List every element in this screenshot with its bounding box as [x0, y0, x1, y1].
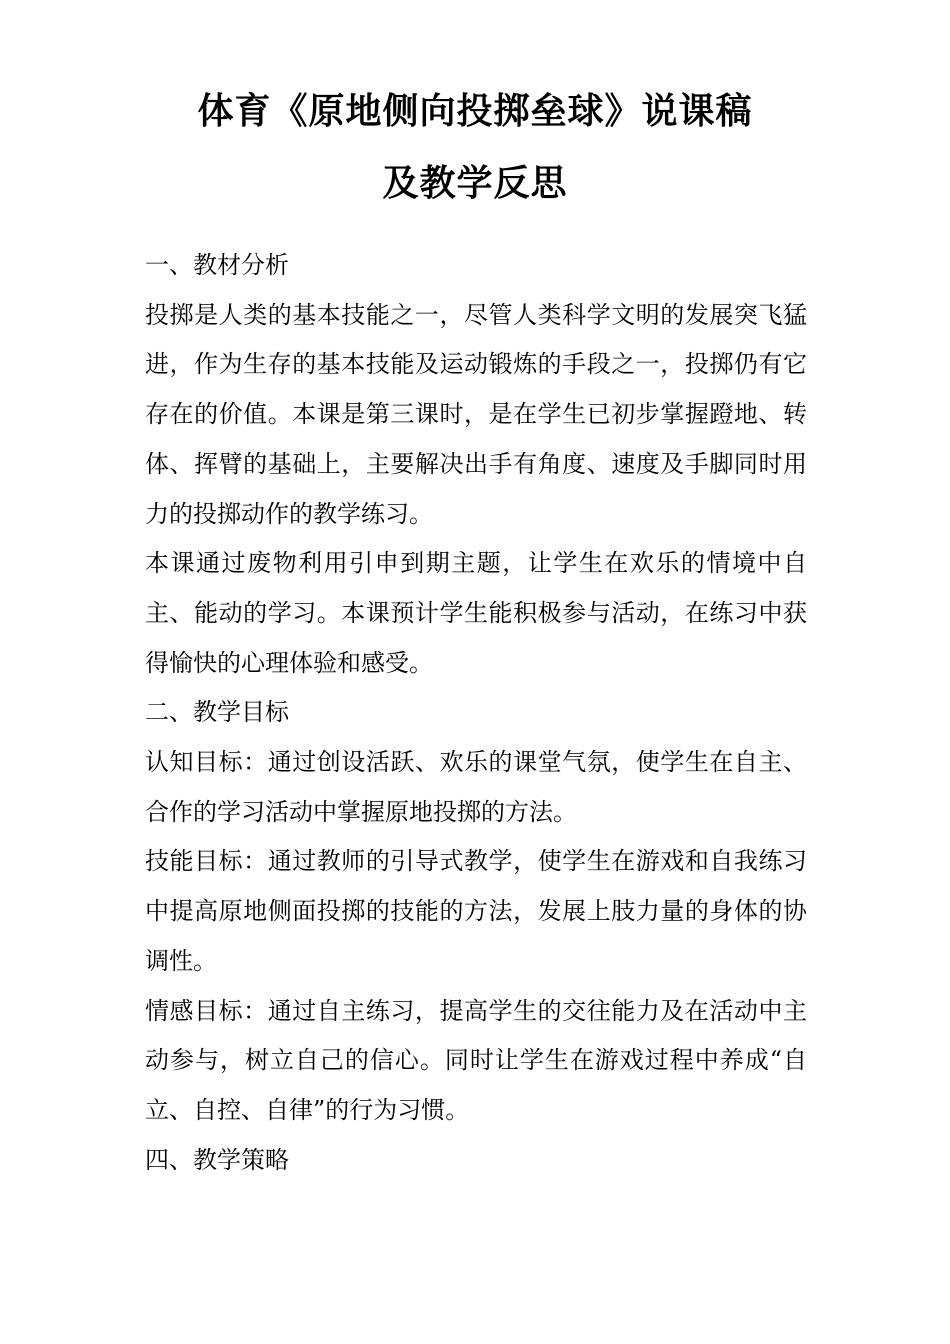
paragraph-material-analysis-2: 本课通过废物利用引申到期主题，让学生在欢乐的情境中自主、能动的学习。本课预计学生能积极参与活动，在练习中获得愉快的心理体验和感受。	[145, 549, 807, 677]
paragraph-emotional-goal: 情感目标：通过自主练习，提高学生的交往能力及在活动中主动参与，树立自己的信心。同时让学生在游戏过程中养成“自立、自控、自律”的行为习惯。	[145, 996, 807, 1124]
document-body	[145, 241, 807, 1185]
document-title-line-1: 体育《原地侧向投掷垒球》说课稿	[197, 91, 753, 132]
paragraph-skill-goal: 技能目标：通过教师的引导式教学，使学生在游戏和自我练习中提高原地侧面投掷的技能的方法，发展上肢力量的身体的协调性。	[145, 847, 807, 975]
paragraph-cognitive-goal: 认知目标：通过创设活跃、欢乐的课堂气氛，使学生在自主、合作的学习活动中掌握原地投掷的方法。	[145, 748, 807, 826]
paragraph-material-analysis-1: 投掷是人类的基本技能之一，尽管人类科学文明的发展突飞猛进，作为生存的基本技能及运动锻炼的手段之一，投掷仍有它存在的价值。本课是第三课时，是在学生已初步掌握蹬地、转体、挥臂的基础上，主要解决出手有角度、速度及手脚同时用力的投掷动作的教学练习。	[145, 300, 807, 528]
section-heading-teaching-goals: 二、教学目标	[145, 698, 289, 727]
section-heading-teaching-material: 一、教材分析	[145, 251, 289, 279]
section-heading-teaching-strategy: 四、教学策略	[145, 1145, 289, 1174]
document-title-line-2: 及教学反思	[382, 163, 568, 204]
